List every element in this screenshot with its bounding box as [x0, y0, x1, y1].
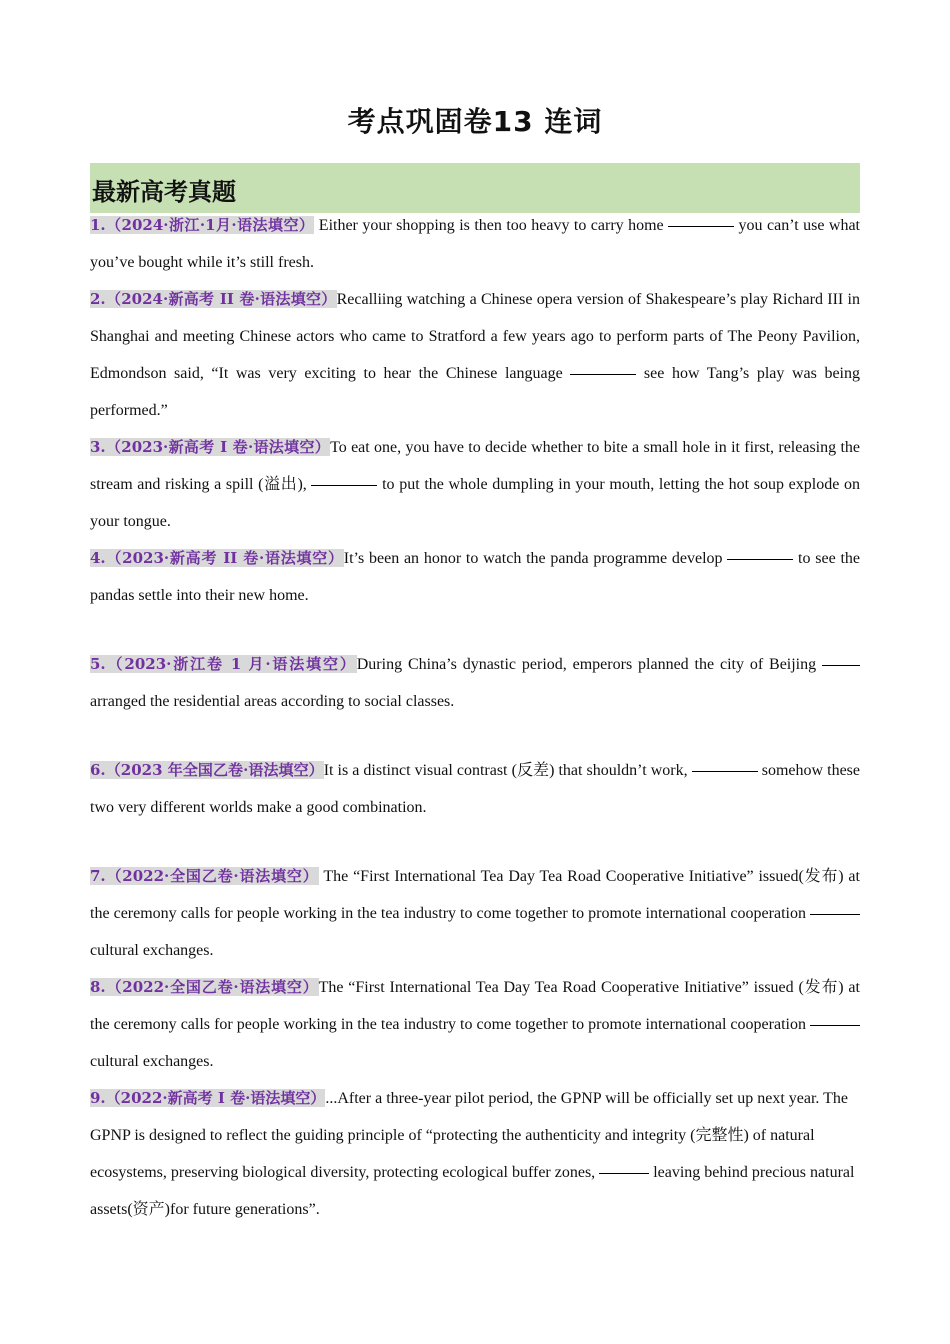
question-text: During China’s dynastic period, emperors planned the city of Beijing — [356, 656, 822, 673]
question-text: The “First International Tea Day Tea Road Cooperative Initiative” issued(发布) at the ceremony calls for people working in the tea industry to come together to promote international cooperation — [90, 868, 860, 922]
question-text: leaving behind precious natural assets(资产)for future generations”. — [90, 1164, 855, 1218]
question-text: see how Tang’s play was being performed.” — [90, 365, 861, 419]
question-text: It’s been an honor to watch the panda programme develop — [343, 550, 728, 567]
answer-blank — [570, 373, 636, 375]
question-text: somehow these two very different worlds make a good combination. — [90, 762, 860, 816]
question-4 — [90, 540, 860, 614]
answer-blank — [727, 558, 793, 560]
question-source-tag: 1.（2024·浙江·1月·语法填空） — [90, 216, 315, 234]
question-5 — [90, 646, 860, 720]
answer-blank — [822, 664, 860, 666]
question-source-tag: 4.（2023·新高考 II 卷·语法填空） — [90, 549, 344, 567]
section-heading: 最新高考真题 — [92, 178, 236, 206]
question-8 — [90, 969, 860, 1080]
question-2 — [90, 281, 860, 429]
question-source-tag: 8.（2022·全国乙卷·语法填空） — [90, 978, 319, 996]
question-text: It is a distinct visual contrast (反差) that shouldn’t work, — [323, 762, 692, 779]
spacer — [90, 826, 860, 858]
question-source-tag: 2.（2024·新高考 II 卷·语法填空） — [90, 290, 337, 308]
question-text: ...After a three-year pilot period, the GPNP will be officially set up next year. The GPNP is designed to reflect the guiding principle of “protecting the authenticity and integrity (完整性) of natural ecosystems, preserving biological diversity, protecting ecological buffer zones, — [90, 1090, 848, 1181]
question-text: to put the whole dumpling in your mouth, letting the hot soup explode on your tongue. — [90, 476, 860, 530]
answer-blank — [810, 1024, 860, 1026]
question-text: Either your shopping is then too heavy to carry home — [314, 217, 669, 234]
answer-blank — [599, 1172, 649, 1174]
page-title: 考点巩固卷13 连词 — [347, 105, 603, 138]
question-source-tag: 7.（2022·全国乙卷·语法填空） — [90, 867, 319, 885]
question-7 — [90, 858, 860, 969]
answer-blank — [668, 225, 734, 227]
question-text: you can’t use what you’ve bought while it’s still fresh. — [90, 217, 861, 271]
spacer — [90, 720, 860, 752]
question-source-tag: 6.（2023 年全国乙卷·语法填空） — [90, 761, 324, 779]
answer-blank — [810, 913, 860, 915]
question-1 — [90, 207, 860, 281]
answer-blank — [311, 484, 377, 486]
question-text: To eat one, you have to decide whether to bite a small hole in it first, releasing the stream and risking a spill (溢出), — [90, 439, 860, 493]
question-3 — [90, 429, 860, 540]
spacer — [90, 614, 860, 646]
question-text: cultural exchanges. — [90, 1053, 214, 1070]
question-list — [90, 207, 860, 1228]
answer-blank — [692, 770, 758, 772]
question-6 — [90, 752, 860, 826]
question-source-tag: 9.（2022·新高考 I 卷·语法填空） — [90, 1089, 326, 1107]
question-text: Recalliing watching a Chinese opera version of Shakespeare’s play Richard III in Shanghai and meeting Chinese actors who came to Stratford a few years ago to perform parts of The Peony Pavilion, Edmondson said, “It was very exciting to hear the Chinese language — [90, 291, 860, 382]
question-text: cultural exchanges. — [90, 942, 214, 959]
question-source-tag: 3.（2023·新高考 I 卷·语法填空） — [90, 438, 331, 456]
question-text: The “First International Tea Day Tea Road Cooperative Initiative” issued (发布) at the ceremony calls for people working in the tea industry to come together to promote international cooperation — [90, 979, 860, 1033]
question-text: to see the pandas settle into their new home. — [90, 550, 861, 604]
question-9 — [90, 1080, 860, 1228]
question-text: arranged the residential areas according to social classes. — [90, 693, 455, 710]
question-source-tag: 5.（2023·浙江卷 1 月·语法填空） — [90, 655, 357, 673]
